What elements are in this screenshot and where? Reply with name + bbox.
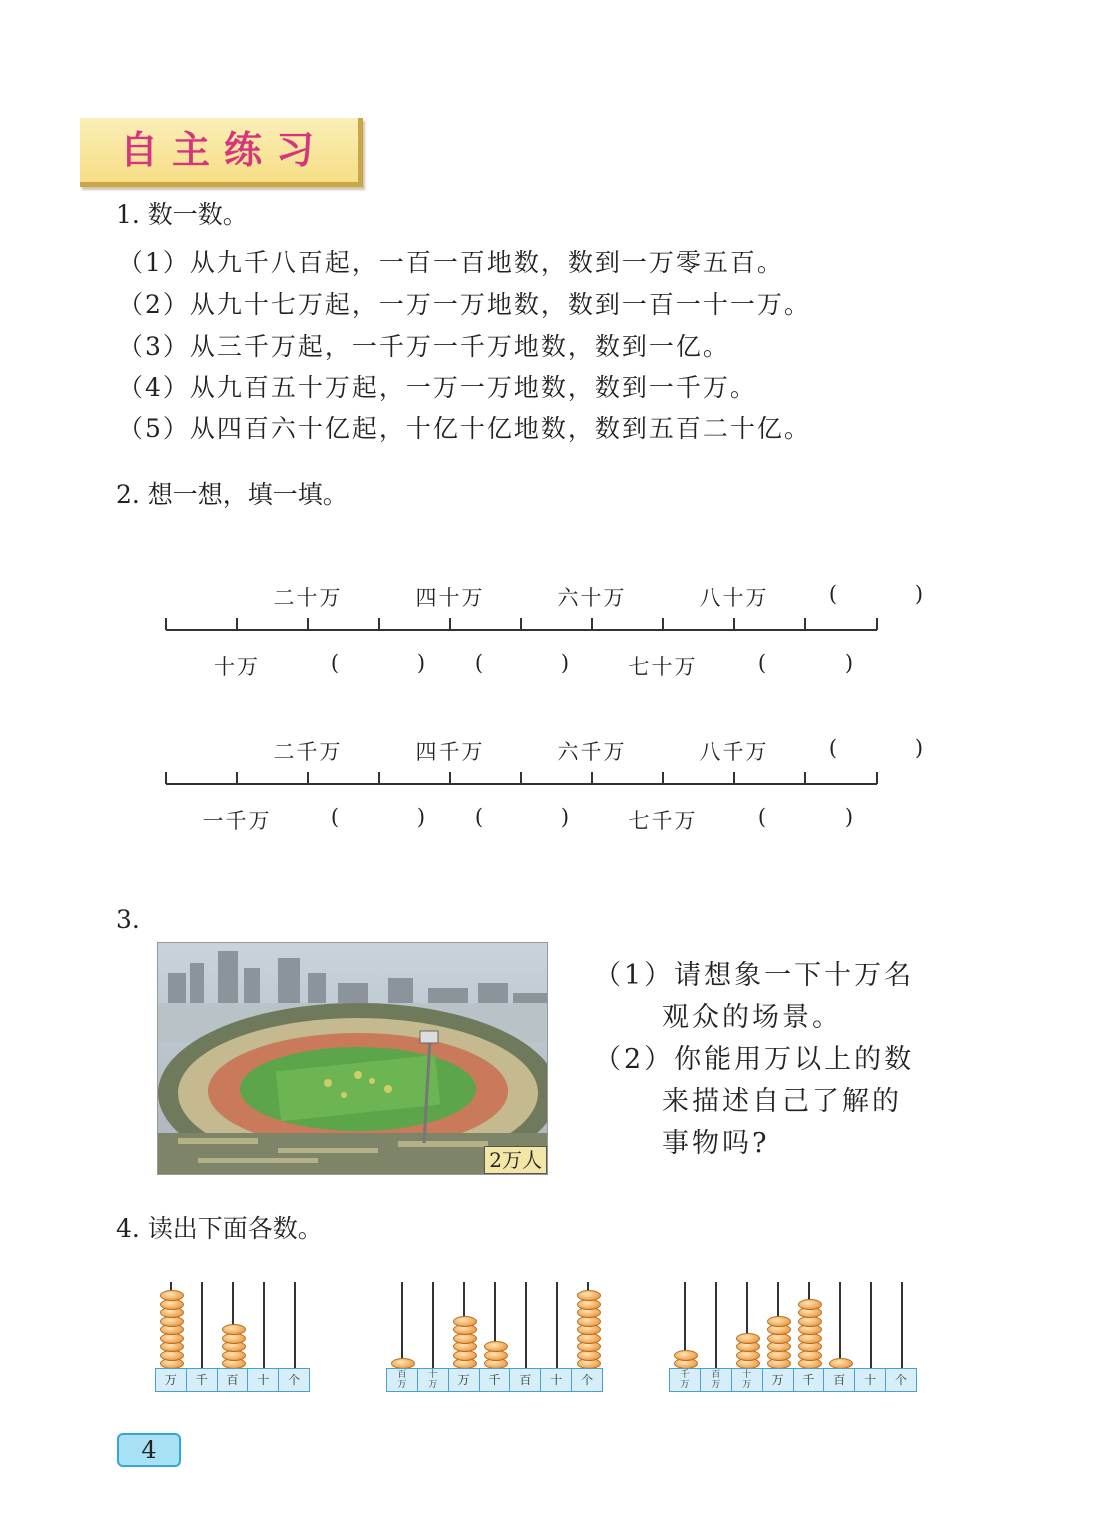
nl2-bottom-label: 七千万 (628, 809, 698, 833)
nl2-top-blank-open: ( (828, 736, 840, 760)
abacus-bead (798, 1299, 822, 1310)
abacus-1 (155, 1278, 310, 1392)
abacus-bead (160, 1290, 184, 1301)
q1-item-3: （3）从三千万起，一千万一千万地数，数到一亿。 (118, 332, 730, 361)
nl1-bottom-label: 七十万 (628, 655, 698, 679)
q1-item-2: （2）从九十七万起，一万一万地数，数到一百一十一万。 (118, 290, 811, 319)
number-line-2 (160, 766, 890, 790)
nl1-top-blank-close: ) (914, 582, 926, 606)
nl2-blank-open: ( (757, 805, 769, 829)
abacus-rod (263, 1282, 265, 1368)
stadium-photo (157, 942, 548, 1175)
abacus-rod (901, 1282, 903, 1368)
nl2-top-label: 六千万 (557, 740, 627, 764)
q3-item-2: （2）你能用万以上的数 (594, 1044, 915, 1075)
abacus-bead (736, 1333, 760, 1344)
abacus-rod (432, 1282, 434, 1368)
photo-caption-tag: 2万人 (484, 1146, 547, 1174)
abacus-rod (401, 1282, 403, 1368)
abacus-rod (556, 1282, 558, 1368)
q1-item-4: （4）从九百五十万起，一万一万地数，数到一千万。 (118, 373, 757, 402)
abacus-bead (767, 1316, 791, 1327)
abacus-rod (201, 1282, 203, 1368)
abacus-place-label: 百 (510, 1369, 541, 1391)
abacus-place-label: 千 万 (670, 1369, 701, 1391)
abacus-place-label: 十 (855, 1369, 886, 1391)
nl1-blank-open: ( (474, 651, 486, 675)
q3-title: 3. (116, 905, 140, 934)
nl2-blank-open: ( (330, 805, 342, 829)
abacus-rod (839, 1282, 841, 1368)
nl1-top-label: 八十万 (699, 586, 769, 610)
abacus-3 (669, 1278, 917, 1392)
abacus-place-label: 万 (156, 1369, 187, 1391)
q2-title: 2. 想一想，填一填。 (116, 480, 348, 509)
abacus-place-label: 百 万 (387, 1369, 418, 1391)
page-number: 4 (117, 1433, 181, 1467)
abacus-rod (525, 1282, 527, 1368)
abacus-place-label: 百 (218, 1369, 249, 1391)
nl2-blank-close: ) (844, 805, 856, 829)
abacus-bead (577, 1290, 601, 1301)
abacus-place-label: 千 (480, 1369, 511, 1391)
nl2-top-label: 四千万 (415, 740, 485, 764)
abacus-place-label: 十 (248, 1369, 279, 1391)
abacus-bead (674, 1350, 698, 1361)
nl2-blank-close: ) (560, 805, 572, 829)
abacus-place-label: 个 (288, 1373, 301, 1387)
nl1-top-blank-open: ( (828, 582, 840, 606)
nl1-top-label: 四十万 (415, 586, 485, 610)
abacus-place-label: 十 万 (732, 1369, 763, 1391)
abacus-place-label: 万 (763, 1369, 794, 1391)
abacus-2 (386, 1278, 603, 1392)
section-title: 自主练习 (119, 128, 328, 172)
abacus-base (386, 1368, 603, 1392)
q4-title: 4. 读出下面各数。 (116, 1214, 323, 1243)
abacus-base (155, 1368, 310, 1392)
nl2-bottom-label: 一千万 (202, 809, 272, 833)
number-line-1 (160, 612, 890, 636)
abacus-place-label: 百 (824, 1369, 855, 1391)
abacus-place-label: 百 万 (701, 1369, 732, 1391)
nl2-top-label: 二千万 (273, 740, 343, 764)
q1-title: 1. 数一数。 (116, 200, 248, 229)
abacus-place-label: 万 (449, 1369, 480, 1391)
q3-item-2-cont: 来描述自己了解的 (662, 1086, 902, 1117)
nl2-blank-open: ( (474, 805, 486, 829)
nl2-top-blank-close: ) (914, 736, 926, 760)
abacus-bead (484, 1341, 508, 1352)
nl1-blank-close: ) (844, 651, 856, 675)
abacus-place-label: 个 (895, 1373, 908, 1387)
abacus-rod (870, 1282, 872, 1368)
abacus-rod (715, 1282, 717, 1368)
abacus-bead (453, 1316, 477, 1327)
abacus-place-label: 千 (794, 1369, 825, 1391)
q3-item-1-cont: 观众的场景。 (662, 1002, 842, 1033)
abacus-place-label: 十 (541, 1369, 572, 1391)
nl2-top-label: 八千万 (699, 740, 769, 764)
nl1-bottom-label: 十万 (214, 655, 260, 679)
nl1-blank-open: ( (330, 651, 342, 675)
nl1-top-label: 六十万 (557, 586, 627, 610)
nl1-blank-open: ( (757, 651, 769, 675)
q1-item-1: （1）从九千八百起，一百一百地数，数到一万零五百。 (118, 248, 784, 277)
nl1-blank-close: ) (416, 651, 428, 675)
q3-item-2-cont: 事物吗? (662, 1128, 770, 1159)
nl1-top-label: 二十万 (273, 586, 343, 610)
q1-item-5: （5）从四百六十亿起，十亿十亿地数，数到五百二十亿。 (118, 414, 811, 443)
section-banner (80, 118, 363, 187)
nl1-blank-close: ) (560, 651, 572, 675)
abacus-bead (222, 1324, 246, 1335)
abacus-place-label: 个 (581, 1373, 594, 1387)
q3-item-1: （1）请想象一下十万名 (594, 960, 915, 991)
abacus-place-label: 千 (187, 1369, 218, 1391)
abacus-rod (294, 1282, 296, 1368)
abacus-base (669, 1368, 917, 1392)
nl2-blank-close: ) (416, 805, 428, 829)
stadium-illustration (158, 943, 547, 1174)
abacus-place-label: 十 万 (418, 1369, 449, 1391)
